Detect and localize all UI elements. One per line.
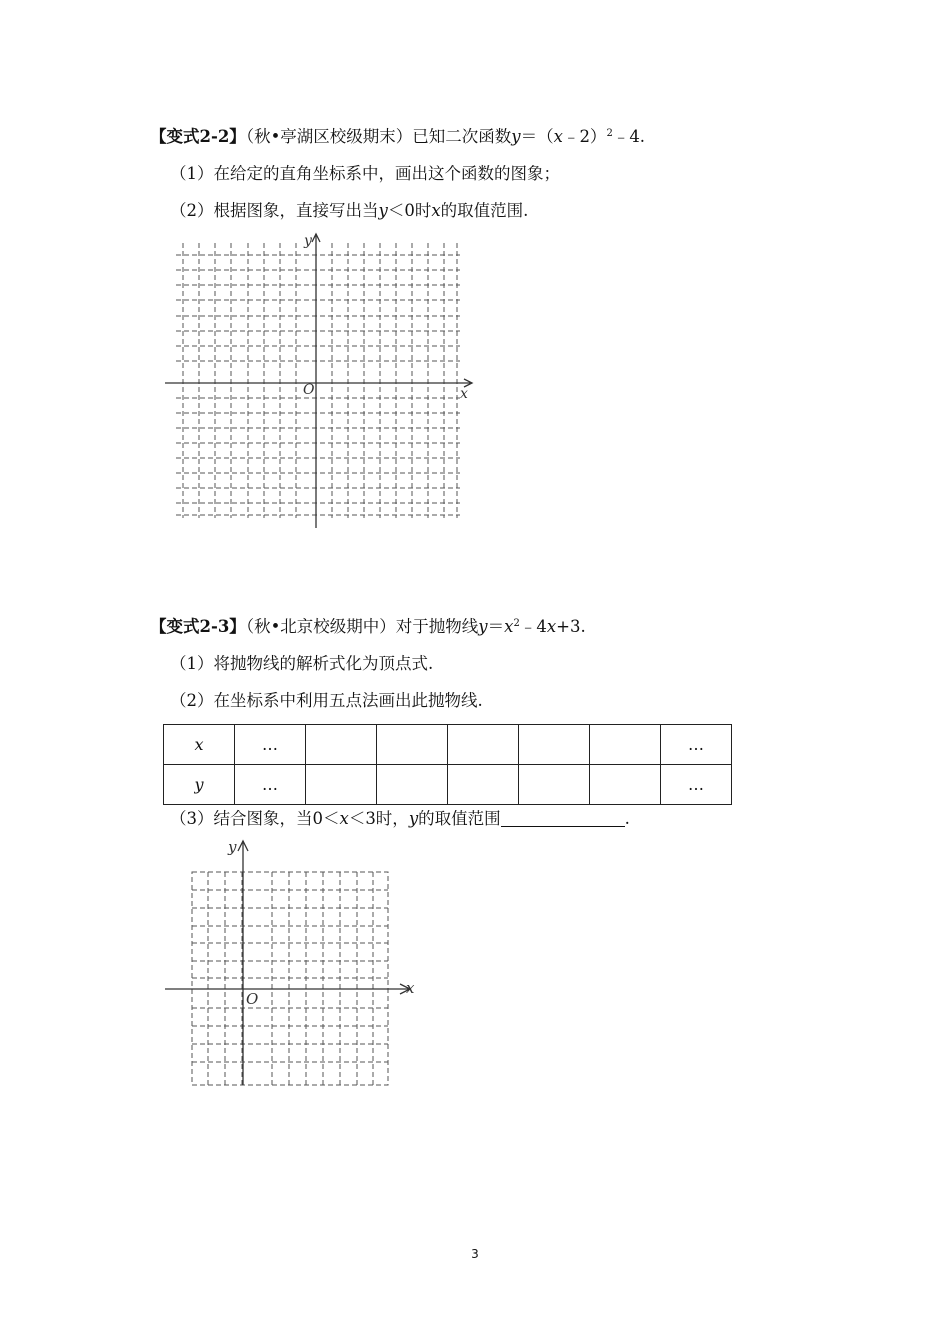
answer-blank[interactable] [501,808,625,827]
exponent: 2 [513,618,520,629]
problem-2-2-q1: （1）在给定的直角坐标系中，画出这个函数的图象； [170,164,560,183]
q2-text: （2）根据图象，直接写出当 [170,201,379,220]
var-y: y [478,617,488,636]
x-axis-label: x [460,386,468,402]
table-cell: … [235,725,306,765]
stem-text: ﹣2） [562,127,607,146]
problem-2-3-q2: （2）在坐标系中利用五点法画出此抛物线. [170,691,483,710]
problem-2-3-q3 [170,808,630,830]
table-cell[interactable] [377,765,448,805]
q3-text: . [624,809,630,828]
table-cell[interactable] [448,725,519,765]
table-row-y [164,765,732,805]
stem-text: ﹣4 [519,617,547,636]
table-cell[interactable] [590,765,661,805]
problem-2-3-q1: （1）将抛物线的解析式化为顶点式. [170,654,434,673]
stem-text: 对于抛物线 [395,617,479,636]
problem-2-2-stem [150,126,645,148]
problem-2-2-source: （秋•亭湖区校级期末） [245,127,413,146]
stem-text: ＝（ [520,127,554,146]
var-y: y [408,809,419,828]
origin-label: O [303,382,315,398]
var-x: x [504,617,514,636]
problem-2-3-source: （秋•北京校级期中） [245,617,396,636]
stem-text: ﹣4. [612,127,646,146]
stem-text: 已知二次函数 [412,127,512,146]
y-axis-label: y [304,233,312,249]
table-cell: … [661,725,732,765]
table-cell[interactable] [519,765,590,805]
q3-text: （3）结合图象，当0＜ [170,809,340,828]
problem-2-3-title: 【变式2-3】 [150,617,246,636]
table-cell: y [164,765,235,805]
var-y: y [378,201,388,220]
var-y: y [511,127,521,146]
q3-text: 的取值范围 [418,809,501,828]
table-cell: … [235,765,306,805]
table-cell[interactable] [306,725,377,765]
table-cell[interactable] [306,765,377,805]
table-row-x [164,725,732,765]
grid-lines [176,243,460,518]
problem-2-2-title: 【变式2-2】 [150,127,246,146]
var-x: x [546,617,557,636]
q2-text: ＜0时 [387,201,432,220]
table-cell[interactable] [448,765,519,805]
table-cell: x [164,725,235,765]
table-cell[interactable] [519,725,590,765]
grid-lines [192,872,388,1085]
coordinate-grid-1 [160,228,480,538]
q3-text: ＜3时， [348,809,409,828]
x-axis-label: x [406,979,415,997]
var-x: x [339,809,349,828]
exponent: 2 [606,128,613,139]
table-cell[interactable] [590,725,661,765]
coordinate-grid-2 [160,836,420,1091]
five-point-table [163,724,732,805]
y-axis-label: y [228,838,237,856]
page-number: 3 [471,1247,479,1261]
origin-label: O [246,990,259,1008]
table-cell[interactable] [377,725,448,765]
axes [165,234,472,528]
var-x: x [553,127,563,146]
q2-text: 的取值范围. [440,201,529,220]
table-cell: … [661,765,732,805]
stem-text: +3. [556,617,586,636]
stem-text: ＝ [487,617,505,636]
problem-2-3-stem [150,616,586,638]
var-x: x [431,201,441,220]
problem-2-2-q2 [170,200,528,222]
